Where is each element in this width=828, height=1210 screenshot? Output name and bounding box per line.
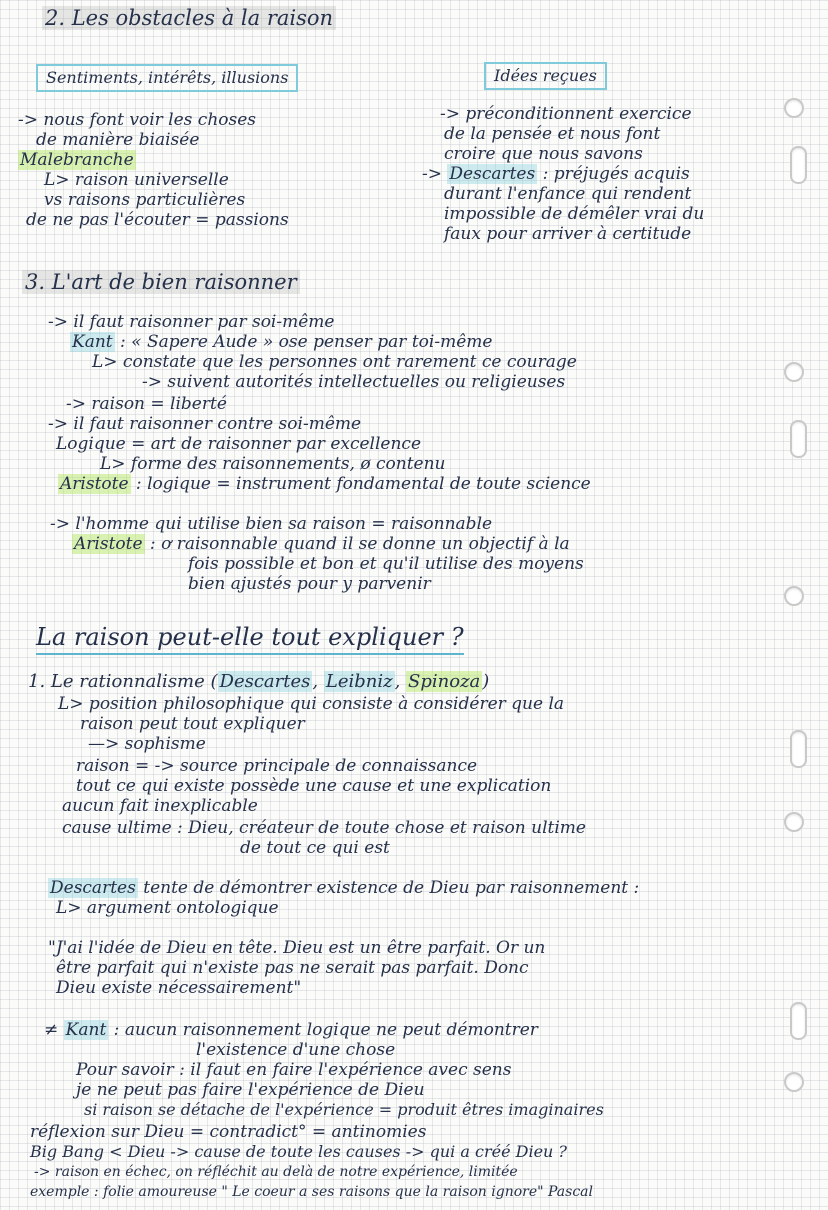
note-text: : aucun raisonnement logique ne peut démontrer <box>108 1020 538 1040</box>
separator: , <box>312 671 324 692</box>
section-2-heading <box>42 6 336 30</box>
separator: , <box>394 671 407 692</box>
author-kant: Kant <box>72 332 113 352</box>
binder-hole-icon <box>784 812 804 832</box>
binder-slot-icon <box>790 1002 807 1040</box>
note-line: Big Bang < Dieu -> cause de toute les causes -> qui a créé Dieu ? <box>30 1142 567 1161</box>
note-line: l'existence d'une chose <box>196 1040 396 1060</box>
note-line: L> raison universelle <box>44 170 229 190</box>
binder-slot-icon <box>790 420 807 458</box>
note-line: réflexion sur Dieu = contradict° = antinomies <box>30 1122 427 1142</box>
author-descartes: Descartes <box>219 671 311 692</box>
note-line: L> constate que les personnes ont rarement ce courage <box>92 352 577 372</box>
note-line: Pour savoir : il faut en faire l'expérience avec sens <box>76 1060 512 1080</box>
author-spinoza: Spinoza <box>408 671 481 692</box>
note-line: -> l'homme qui utilise bien sa raison = raisonnable <box>50 514 493 534</box>
note-line: -> raison en échec, on réfléchit au delà de notre expérience, limitée <box>34 1164 518 1180</box>
note-text: ) <box>482 671 490 692</box>
note-text: 1. Le rationnalisme ( <box>28 671 218 692</box>
note-text: : logique = instrument fondamental de toute science <box>130 474 591 494</box>
arrow-text: -> <box>422 164 448 184</box>
author-malebranche <box>18 150 136 170</box>
binder-slot-icon <box>790 730 807 768</box>
note-line: faux pour arriver à certitude <box>444 224 692 244</box>
note-line: -> préconditionnent exercice <box>440 104 692 124</box>
note-line: -> nous font voir les choses <box>18 110 257 130</box>
note-line: raison peut tout expliquer <box>80 714 305 734</box>
binder-slot-icon <box>790 146 807 184</box>
page-title <box>36 622 464 652</box>
note-text: ≠ <box>44 1020 64 1040</box>
author-descartes: Descartes <box>50 878 136 898</box>
note-text: : « Sapere Aude » ose penser par toi-même <box>114 332 493 352</box>
note-line-rationalisme <box>28 672 489 692</box>
note-line: je ne peut pas faire l'expérience de Dieu <box>76 1080 425 1100</box>
note-line: L> forme des raisonnements, ø contenu <box>100 454 446 474</box>
note-line: de manière biaisée <box>36 130 200 150</box>
note-line: de la pensée et nous font <box>444 124 661 144</box>
note-line: de tout ce qui est <box>240 838 390 858</box>
note-line: bien ajustés pour y parvenir <box>188 574 431 594</box>
quote-line: "J'ai l'idée de Dieu en tête. Dieu est un être parfait. Or un <box>48 938 546 958</box>
binder-hole-icon <box>784 1072 804 1092</box>
note-line-kant <box>70 332 492 352</box>
box-idees-recues: Idées reçues <box>484 62 607 90</box>
note-text: : ơ raisonnable quand il se donne un objectif à la <box>144 534 570 554</box>
page-title-text: La raison peut-elle tout expliquer ? <box>36 623 464 655</box>
section-3-heading <box>22 270 300 294</box>
note-line: raison = -> source principale de connaissance <box>76 756 478 776</box>
note-line: -> il faut raisonner par soi-même <box>48 312 335 332</box>
note-line: durant l'enfance qui rendent <box>444 184 692 204</box>
box-sentiments: Sentiments, intérêts, illusions <box>36 64 298 92</box>
note-line: de ne pas l'écouter = passions <box>26 210 289 230</box>
note-line: cause ultime : Dieu, créateur de toute chose et raison ultime <box>62 818 586 838</box>
note-line: vs raisons particulières <box>44 190 246 210</box>
quote-line: Dieu existe nécessairement" <box>56 978 302 998</box>
author-malebranche-text: Malebranche <box>20 150 134 170</box>
author-aristote: Aristote <box>74 534 143 554</box>
section-2-heading-text: 2. Les obstacles à la raison <box>42 6 336 30</box>
author-aristote: Aristote <box>60 474 129 494</box>
section-3-heading-text: 3. L'art de bien raisonner <box>22 270 300 294</box>
author-kant: Kant <box>65 1020 107 1040</box>
author-leibniz: Leibniz <box>325 671 393 692</box>
note-line: -> il faut raisonner contre soi-même <box>48 414 362 434</box>
note-text: : préjugés acquis <box>537 164 690 184</box>
note-line-descartes <box>422 164 690 184</box>
note-line: impossible de démêler vrai du <box>444 204 705 224</box>
quote-line: être parfait qui n'existe pas ne serait pas parfait. Donc <box>56 958 529 978</box>
author-descartes: Descartes <box>449 164 536 184</box>
note-line: L> position philosophique qui consiste à considérer que la <box>58 694 565 714</box>
note-line-descartes-demo <box>48 878 639 898</box>
note-line: -> raison = liberté <box>66 394 227 414</box>
note-line: si raison se détache de l'expérience = produit êtres imaginaires <box>84 1100 604 1119</box>
note-line: fois possible et bon et qu'il utilise des moyens <box>188 554 584 574</box>
binder-hole-icon <box>784 98 804 118</box>
note-line: -> suivent autorités intellectuelles ou religieuses <box>142 372 566 392</box>
note-line-kant-objection <box>44 1020 538 1040</box>
note-line: exemple : folie amoureuse " Le coeur a ses raisons que la raison ignore" Pascal <box>30 1184 594 1200</box>
note-text: tente de démontrer existence de Dieu par raisonnement : <box>137 878 640 898</box>
note-line-aristote <box>58 474 591 494</box>
note-line: croire que nous savons <box>444 144 643 164</box>
note-line: tout ce qui existe possède une cause et une explication <box>76 776 552 796</box>
note-line: Logique = art de raisonner par excellence <box>56 434 422 454</box>
note-line-aristote <box>72 534 570 554</box>
note-line: aucun fait inexplicable <box>62 796 258 816</box>
binder-hole-icon <box>784 362 804 382</box>
binder-hole-icon <box>784 586 804 606</box>
note-line: —> sophisme <box>88 734 206 754</box>
note-line: L> argument ontologique <box>56 898 279 918</box>
